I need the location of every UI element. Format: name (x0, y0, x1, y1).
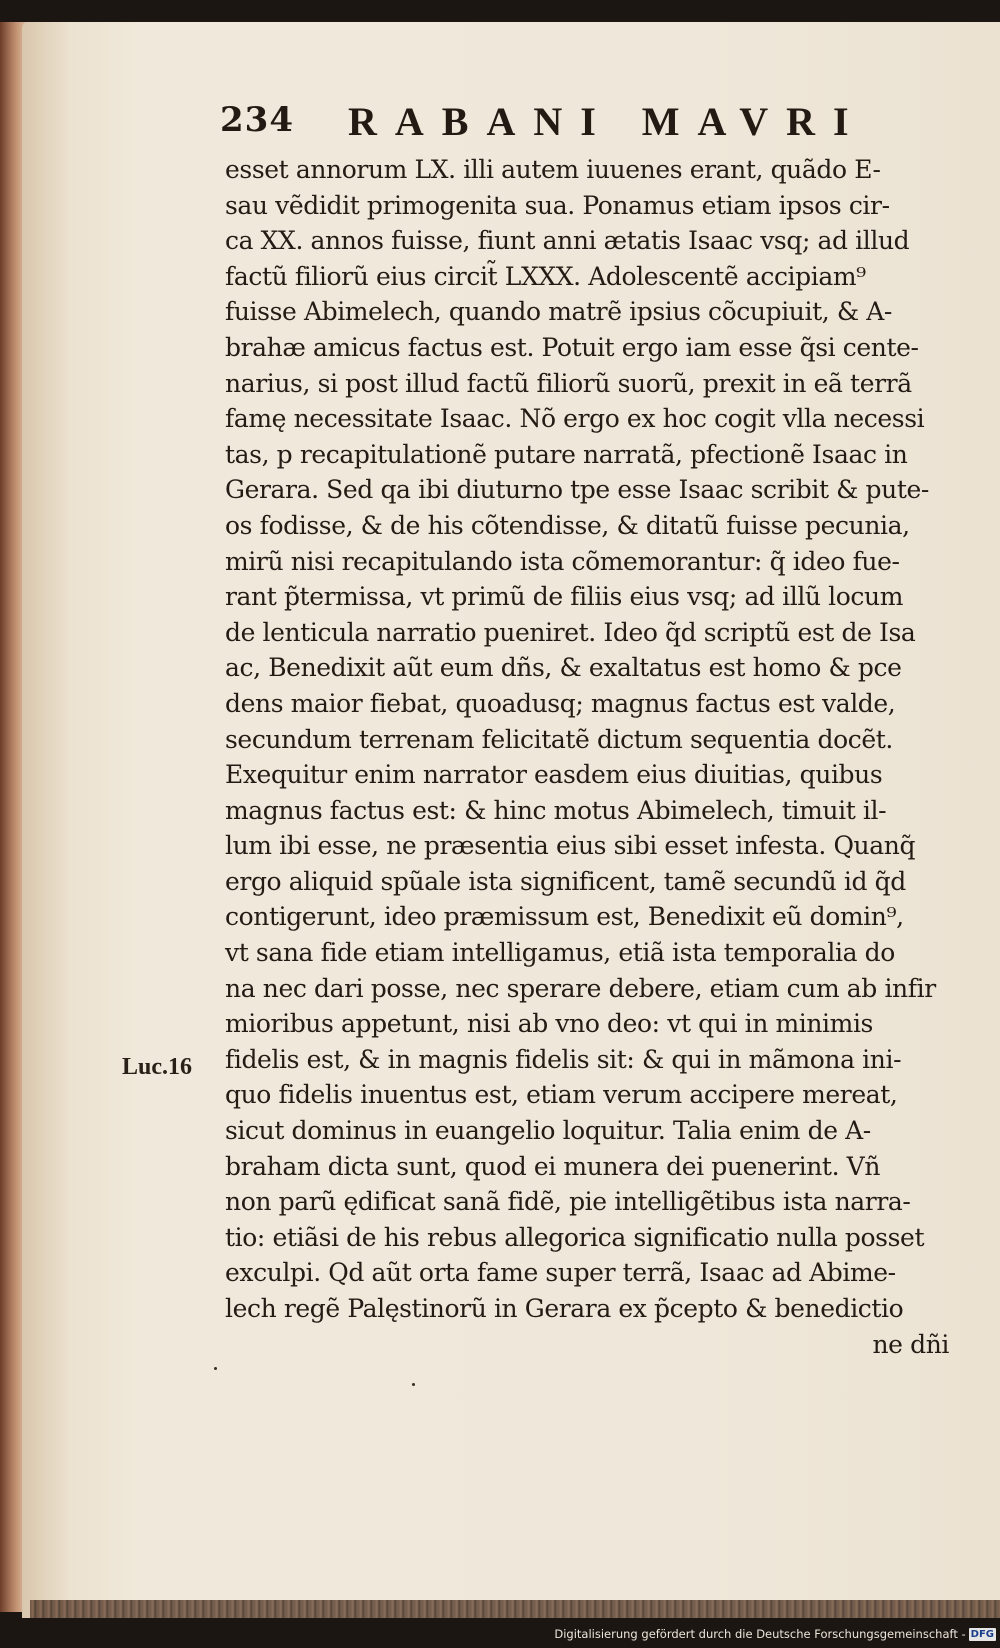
text-line: de lenticula narratio pueniret. Ideo q̃d scriptũ est de Isa (225, 617, 916, 647)
text-line: fidelis est, & in magnis fidelis sit: & qui in mãmona ini- (225, 1044, 902, 1074)
text-line: ac, Benedixit aũt eum dñs, & exaltatus est homo & pce (225, 653, 902, 683)
text-line: sicut dominus in euangelio loquitur. Talia enim de A- (225, 1116, 871, 1146)
text-line: quo fidelis inuentus est, etiam verum accipere mereat, (225, 1080, 898, 1110)
margin-note: Luc.16 (122, 1054, 193, 1080)
text-line: vt sana fide etiam intelligamus, etiã ista temporalia do (225, 938, 895, 968)
catchword: ne dñi (872, 1329, 949, 1359)
footer-credit-text: Digitalisierung gefördert durch die Deutsche Forschungsgemeinschaft - (554, 1627, 966, 1641)
page-header (220, 100, 920, 150)
text-line: ergo aliquid spũale ista significent, tamẽ secundũ id q̃d (225, 866, 906, 896)
text-line: Gerara. Sed qa ibi diuturno tpe esse Isaac scribit & pute- (225, 475, 929, 505)
text-line: secundum terrenam felicitatẽ dictum sequentia docẽt. (225, 724, 893, 754)
text-line: factũ filiorũ eius circit̃ LXXX. Adolescentẽ accipiam⁹ (225, 261, 866, 291)
text-line: sau vẽdidit primogenita sua. Ponamus etiam ipsos cir- (225, 190, 890, 220)
text-line: narius, si post illud factũ filiorũ suorũ, prexit in eã terrã (225, 368, 912, 398)
page-bottom-edge (30, 1600, 1000, 1618)
running-title: RABANI MAVRI (348, 99, 867, 144)
text-line: dens maior fiebat, quoadusq; magnus factus est valde, (225, 688, 896, 718)
page-number: 234 (220, 100, 294, 140)
text-line: magnus factus est: & hinc motus Abimelech, timuit il- (225, 795, 887, 825)
footer-credit (554, 1627, 996, 1641)
text-line: lum ibi esse, ne præsentia eius sibi esset infesta. Quanq̃ (225, 831, 916, 861)
text-line: ca XX. annos fuisse, fiunt anni ætatis Isaac vsq; ad illud (225, 226, 910, 256)
ink-speck (412, 1383, 415, 1386)
text-line: non parũ ędificat sanã fidẽ, pie intelligẽtibus ista narra- (225, 1187, 911, 1217)
ink-speck (214, 1367, 217, 1370)
text-line: fuisse Abimelech, quando matrẽ ipsius cõcupiuit, & A- (225, 297, 892, 327)
text-line: mioribus appetunt, nisi ab vno deo: vt qui in minimis (225, 1009, 873, 1039)
text-line: tio: etiãsi de his rebus allegorica significatio nulla posset (225, 1222, 925, 1252)
text-line: brahæ amicus factus est. Potuit ergo iam esse q̃si cente- (225, 332, 919, 362)
text-line: exculpi. Qd aũt orta fame super terrã, Isaac ad Abime- (225, 1258, 896, 1288)
text-line: lech regẽ Palęstinorũ in Gerara ex p̃cepto & benedictio (225, 1294, 904, 1323)
text-line: na nec dari posse, nec sperare debere, etiam cum ab infir (225, 973, 936, 1003)
text-line: famę necessitate Isaac. Nõ ergo ex hoc cogit vlla necessi (225, 404, 925, 434)
text-line: contigerunt, ideo præmissum est, Benedixit eũ domin⁹, (225, 902, 904, 932)
text-line: Exequitur enim narrator easdem eius diuitias, quibus (225, 760, 883, 790)
dfg-logo: DFG (970, 1628, 994, 1640)
body-text (225, 152, 955, 1362)
text-line: tas, p recapitulationẽ putare narratã, pfectionẽ Isaac in (225, 439, 908, 469)
text-line: esset annorum LX. illi autem iuuenes erant, quãdo E- (225, 155, 881, 184)
text-line: rant p̃termissa, vt primũ de filiis eius vsq; ad illũ locum (225, 582, 904, 612)
text-line: braham dicta sunt, quod ei munera dei puenerint. Vñ (225, 1151, 881, 1181)
text-line: mirũ nisi recapitulando ista cõmemorantur: q̃ ideo fue- (225, 546, 900, 576)
text-line: os fodisse, & de his cõtendisse, & ditatũ fuisse pecunia, (225, 510, 910, 540)
